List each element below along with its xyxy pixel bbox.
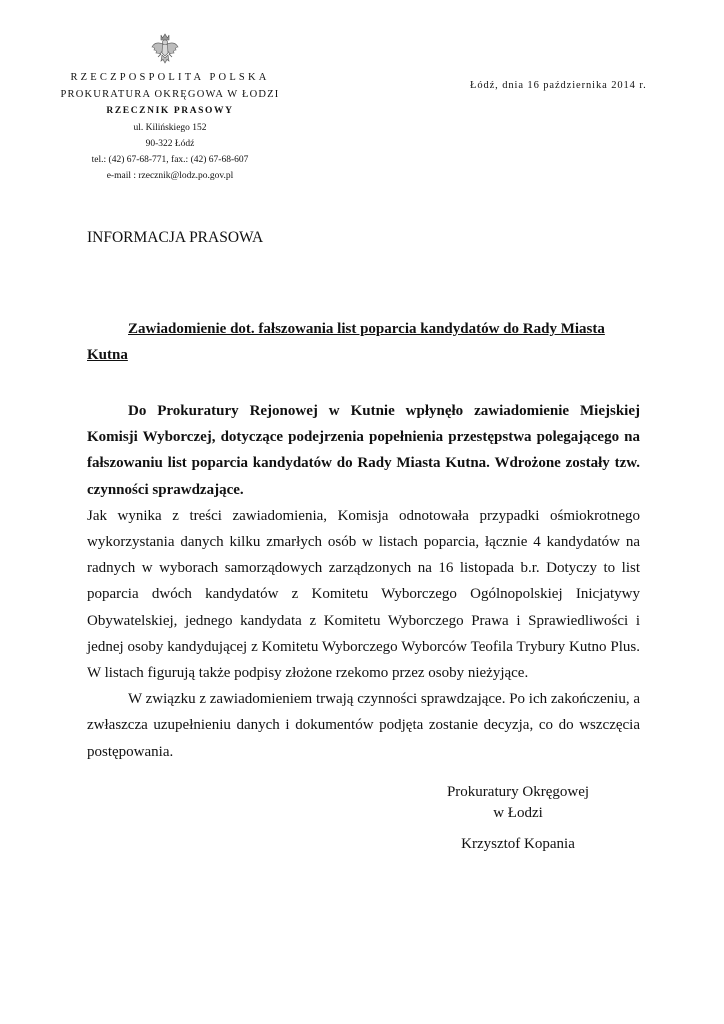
subject-heading: Zawiadomienie dot. fałszowania list poparcia kandydatów do Rady Miasta Kutna: [87, 321, 605, 363]
signature-office-line2: w Łodzi: [493, 805, 543, 821]
main-paragraph: Jak wynika z treści zawiadomienia, Komisja odnotowała przypadki ośmiokrotnego wykorzystania danych kilku zmarłych osób w listach poparcia, łącznie 4 kandydatów na radnych w wyborach samorządowych zarządzonych na 16 listopada b.r. Dotyczy to list poparcia dwóch kandydatów z Komitetu Wyborczego Ogólnopolskiej Inicjatywy Obywatelskiej, jednego kandydata z Komitetu Wyborczego Prawa i Sprawiedliwości i jednej osoby kandydującej z Komitetu Wyborczego Wyborców Teofila Trybury Kutno Plus. W listach figurują także podpisy złożone rzekomo przez osoby nieżyjące.: [87, 507, 640, 682]
signature-office: [418, 782, 618, 824]
header-country: RZECZPOSPOLITA POLSKA: [70, 72, 270, 83]
header-city: 90-322 Łódź: [145, 139, 195, 149]
closing-paragraph: W związku z zawiadomieniem trwają czynności sprawdzające. Po ich zakończeniu, a zwłaszcza uzupełnieniu danych i dokumentów podjęta zostanie decyzja, co do wszczęcia postępowania.: [87, 691, 640, 760]
document-type-heading: INFORMACJA PRASOWA: [87, 229, 264, 246]
signature-office-line1: Prokuratury Okręgowej: [446, 784, 590, 800]
header-street: ul. Kilińskiego 152: [133, 123, 207, 133]
header-office: PROKURATURA OKRĘGOWA W ŁODZI: [60, 89, 280, 100]
header-phone: tel.: (42) 67-68-771, fax.: (42) 67-68-607: [91, 155, 249, 165]
lead-paragraph: Do Prokuratury Rejonowej w Kutnie wpłynęło zawiadomienie Miejskiej Komisji Wyborczej, dotyczące podejrzenia popełnienia przestępstwa polegającego na fałszowaniu list poparcia kandydatów do Rady Miasta Kutna. Wdrożone zostały tzw. czynności sprawdzające.: [87, 403, 640, 498]
white-eagle-emblem-icon: [150, 32, 180, 66]
document-date: Łódź, dnia 16 października 2014 r.: [470, 80, 647, 91]
signature-name: Krzysztof Kopania: [461, 836, 575, 852]
header-email: e-mail : rzecznik@lodz.po.gov.pl: [106, 171, 234, 181]
body-text: [87, 398, 640, 765]
header-role: RZECZNIK PRASOWY: [106, 106, 234, 116]
